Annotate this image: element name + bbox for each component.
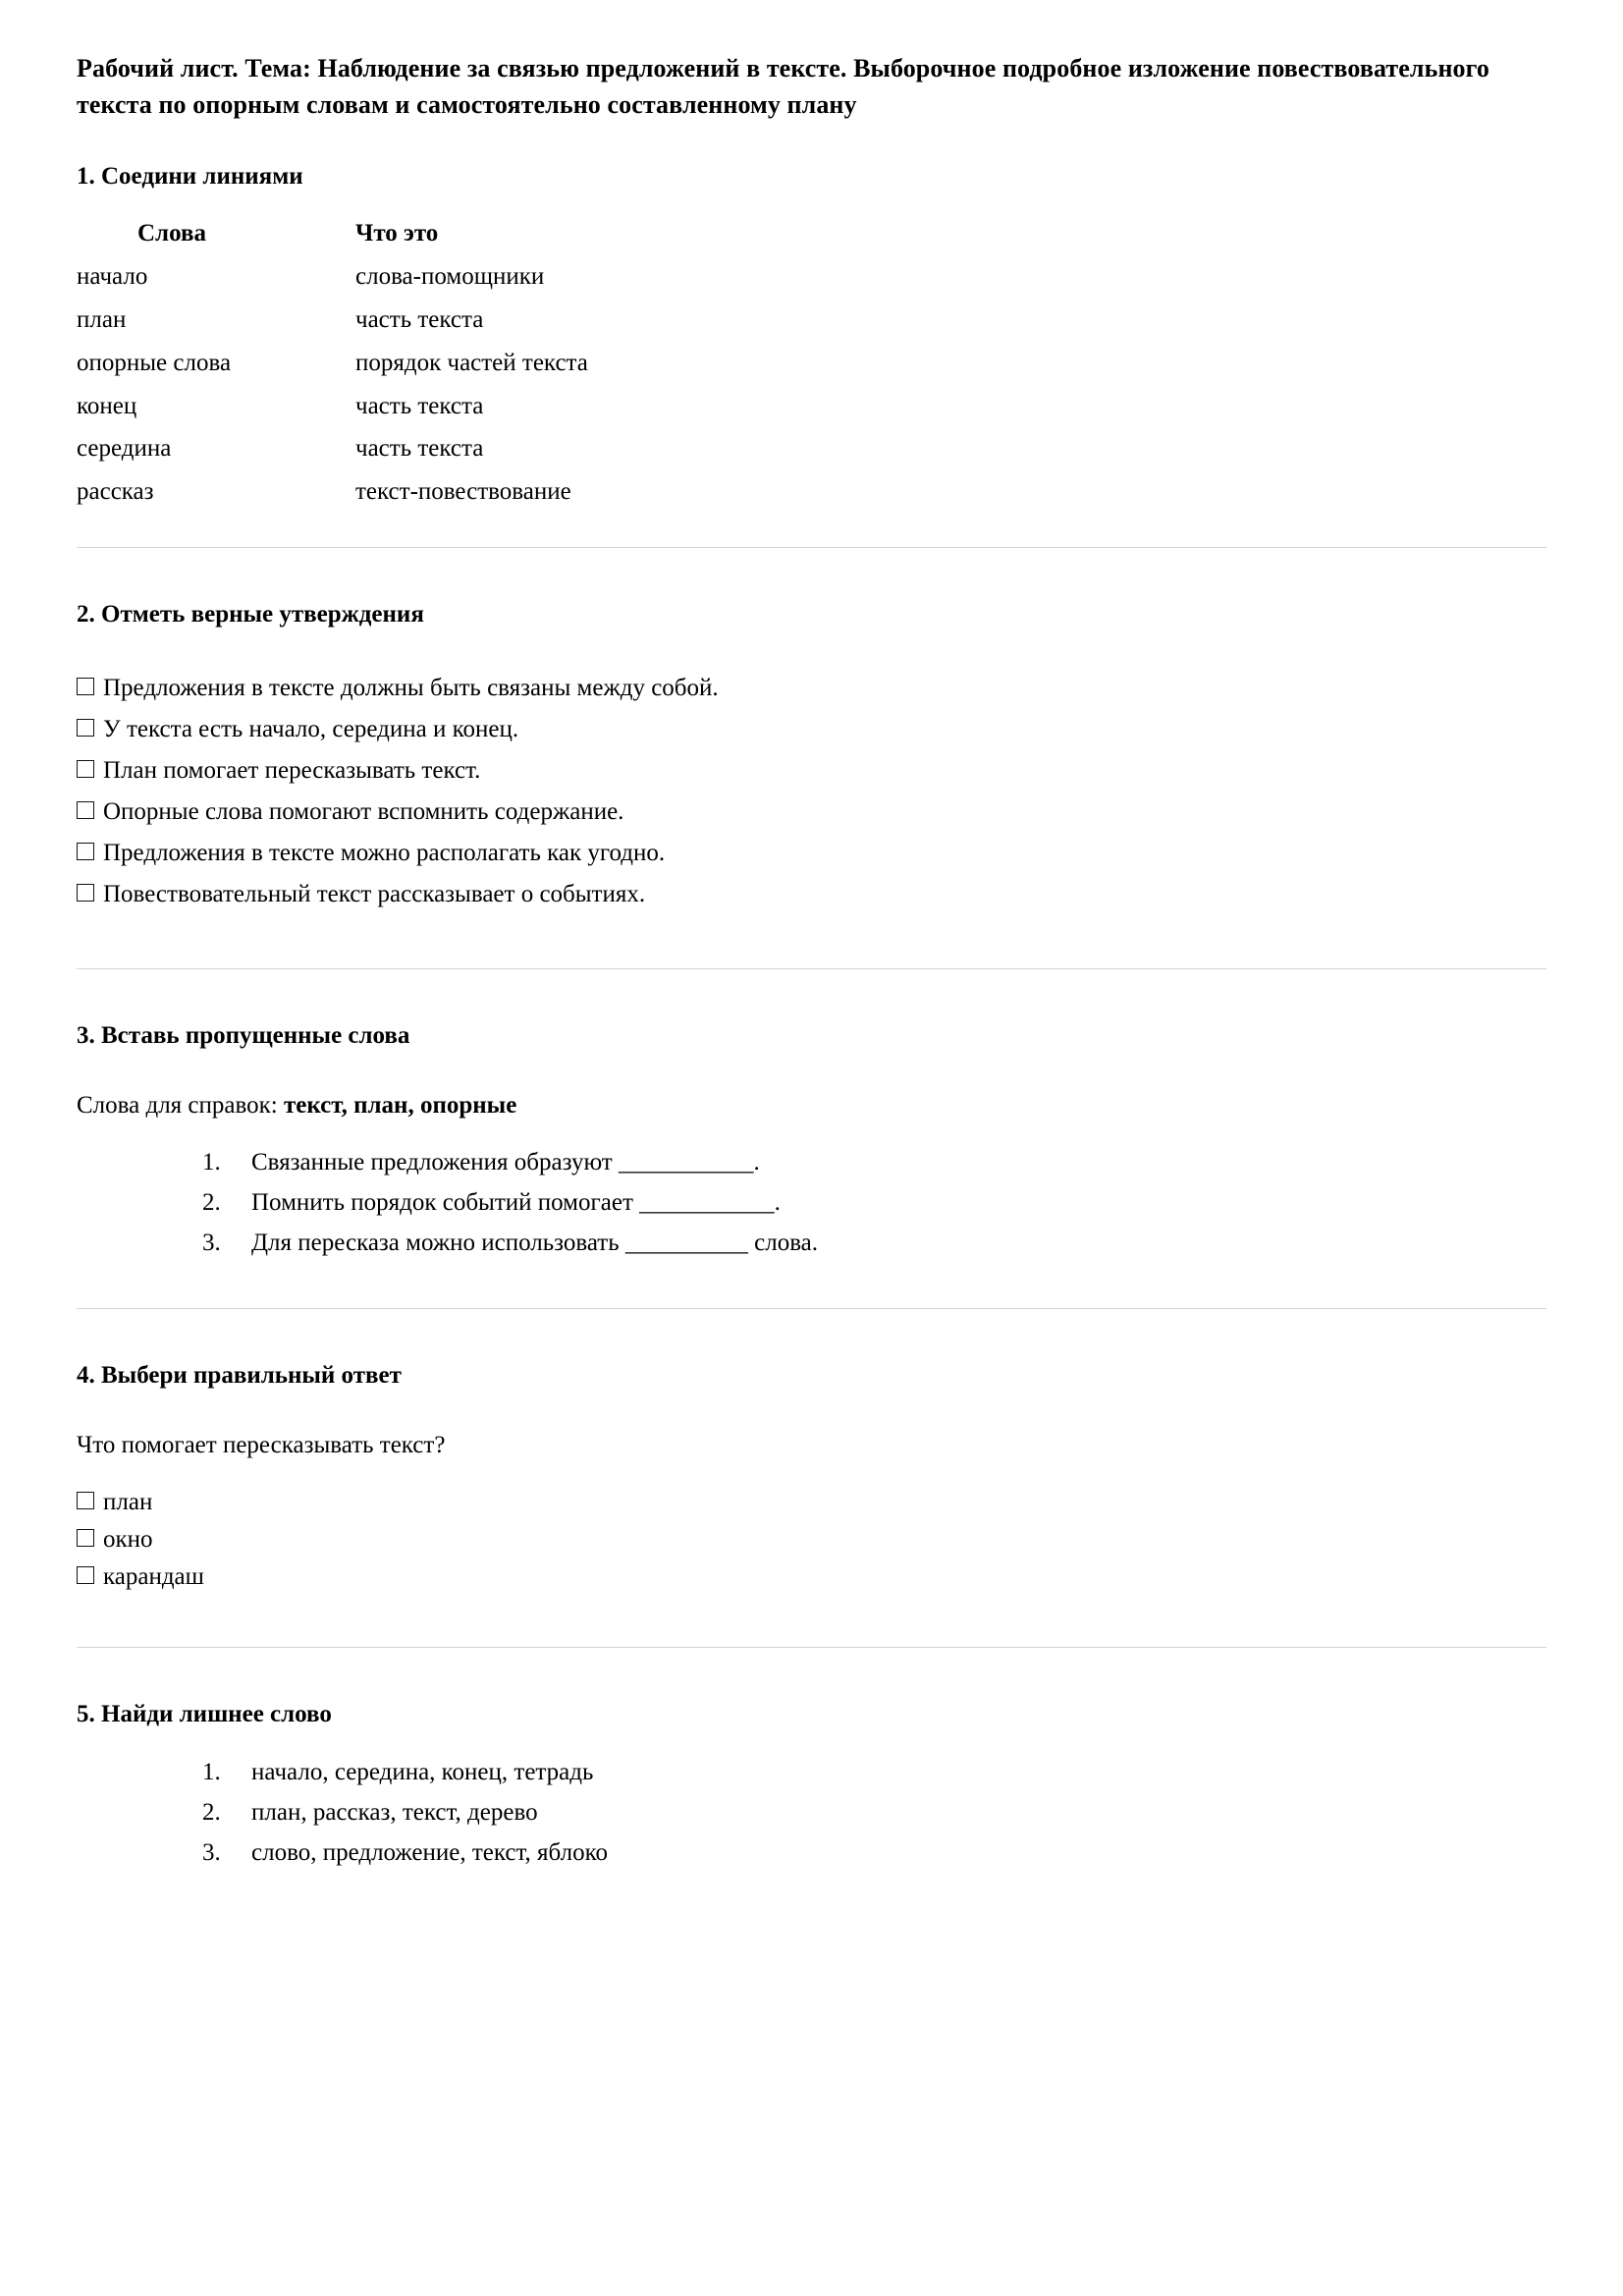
table-row[interactable]: [77, 435, 588, 478]
task5-word-list: [77, 1760, 1546, 1881]
task3-fill-list: [77, 1150, 1546, 1271]
column-header-meaning: Что это: [355, 220, 439, 247]
word-group: начало, середина, конец, тетрадь: [251, 1759, 594, 1786]
option-label: окно: [103, 1525, 153, 1553]
word-group: слово, предложение, текст, яблоко: [251, 1839, 608, 1867]
task3-heading: 3. Вставь пропущенные слова: [77, 1022, 410, 1050]
list-item[interactable]: [77, 882, 1546, 923]
match-word[interactable]: начало: [77, 263, 148, 291]
task2-heading: 2. Отметь верные утверждения: [77, 600, 424, 628]
statement-label: План помогает пересказывать текст.: [103, 757, 481, 785]
checkbox-icon[interactable]: [77, 843, 94, 860]
match-meaning[interactable]: порядок частей текста: [355, 349, 588, 376]
checkbox-icon[interactable]: [77, 760, 94, 778]
list-item[interactable]: [202, 1190, 1546, 1230]
task5-heading: 5. Найди лишнее слово: [77, 1700, 332, 1727]
fill-blank-sentence[interactable]: Связанные предложения образуют ___________.: [251, 1149, 760, 1176]
checkbox-icon[interactable]: [77, 1566, 94, 1584]
fill-blank-sentence[interactable]: Помнить порядок событий помогает ___________.: [251, 1189, 781, 1217]
table-row[interactable]: [77, 393, 588, 436]
checkbox-icon[interactable]: [77, 678, 94, 695]
match-word[interactable]: конец: [77, 392, 137, 419]
list-item[interactable]: [77, 1564, 1546, 1602]
task1-heading: 1. Соедини линиями: [77, 162, 303, 190]
task4-question: Что помогает пересказывать текст?: [77, 1431, 446, 1458]
match-word[interactable]: рассказ: [77, 478, 154, 506]
list-item[interactable]: [202, 1230, 1546, 1271]
page-title: Рабочий лист. Тема: Наблюдение за связью предложений в тексте. Выборочное подробное изложение повествовательного текста по опорным словам и самостоятельно составленному плану: [77, 54, 1489, 119]
statement-label: Повествовательный текст рассказывает о событиях.: [103, 881, 646, 908]
list-item[interactable]: [77, 841, 1546, 882]
statement-label: Предложения в тексте можно располагать как угодно.: [103, 840, 666, 867]
word-group: план, рассказ, текст, дерево: [251, 1799, 538, 1827]
matching-table: [77, 220, 588, 521]
checkbox-icon[interactable]: [77, 719, 94, 737]
task4-heading: 4. Выбери правильный ответ: [77, 1362, 402, 1390]
reference-words-label: Слова для справок:: [77, 1091, 284, 1119]
column-header-words: Слова: [137, 220, 206, 247]
table-row[interactable]: [77, 350, 588, 393]
list-item[interactable]: [77, 758, 1546, 799]
reference-words-line: [77, 1090, 1546, 1121]
match-word[interactable]: опорные слова: [77, 349, 232, 376]
table-row[interactable]: [77, 263, 588, 306]
checkbox-icon[interactable]: [77, 801, 94, 819]
list-item[interactable]: [77, 717, 1546, 758]
list-item[interactable]: [202, 1760, 1546, 1800]
fill-blank-sentence[interactable]: Для пересказа можно использовать __________ слова.: [251, 1230, 819, 1257]
table-row[interactable]: [77, 478, 588, 521]
match-word[interactable]: план: [77, 306, 127, 334]
list-item[interactable]: [77, 799, 1546, 841]
list-item[interactable]: [202, 1840, 1546, 1881]
match-meaning[interactable]: часть текста: [355, 392, 484, 419]
checkbox-icon[interactable]: [77, 884, 94, 902]
task4-option-list: [77, 1490, 1546, 1602]
table-row[interactable]: [77, 306, 588, 350]
checkbox-icon[interactable]: [77, 1492, 94, 1509]
statement-label: У текста есть начало, середина и конец.: [103, 716, 519, 743]
list-item[interactable]: [202, 1150, 1546, 1190]
match-meaning[interactable]: слова-помощники: [355, 263, 545, 291]
list-item[interactable]: [202, 1800, 1546, 1840]
option-label: карандаш: [103, 1562, 204, 1590]
table-header-row: [77, 220, 588, 263]
statement-label: Предложения в тексте должны быть связаны между собой.: [103, 675, 719, 702]
task2-statement-list: [77, 676, 1546, 923]
statement-label: Опорные слова помогают вспомнить содержание.: [103, 798, 624, 826]
match-meaning[interactable]: часть текста: [355, 435, 484, 463]
reference-words-value: текст, план, опорные: [283, 1091, 517, 1119]
list-item[interactable]: [77, 1527, 1546, 1564]
option-label: план: [103, 1488, 153, 1515]
checkbox-icon[interactable]: [77, 1529, 94, 1547]
match-word[interactable]: середина: [77, 435, 172, 463]
list-item[interactable]: [77, 676, 1546, 717]
match-meaning[interactable]: часть текста: [355, 306, 484, 334]
list-item[interactable]: [77, 1490, 1546, 1527]
matching-table-body: [77, 263, 588, 521]
match-meaning[interactable]: текст-повествование: [355, 478, 571, 506]
